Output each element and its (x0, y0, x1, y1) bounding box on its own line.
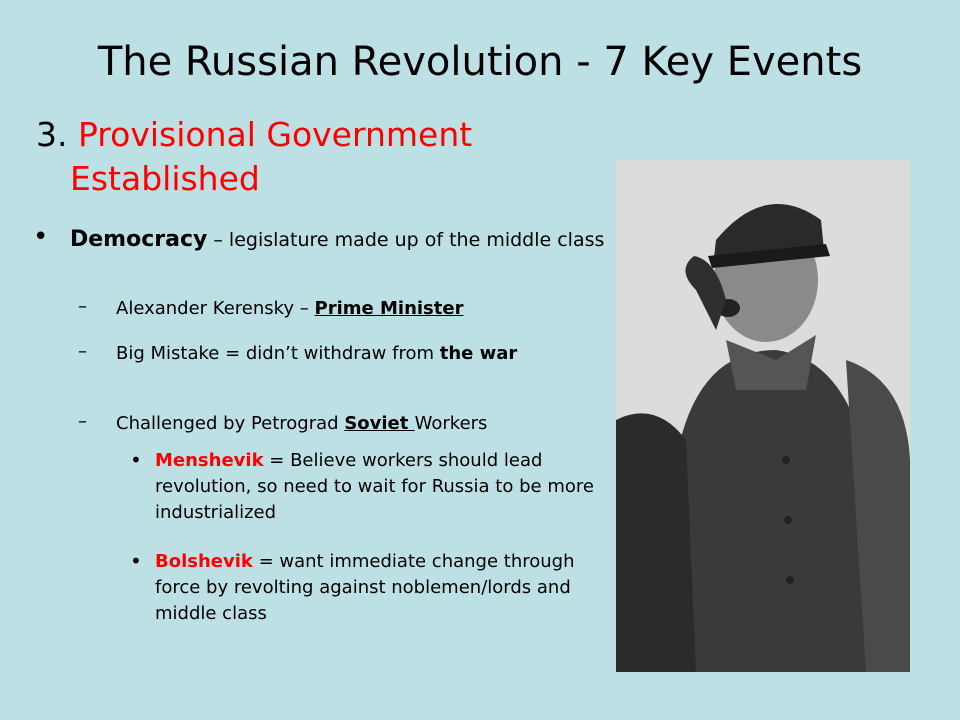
bullet-dot: • (130, 549, 142, 573)
bullet-dot: • (33, 222, 49, 252)
democracy-text: – legislature made up of the middle class (207, 229, 605, 251)
dash-marker: – (78, 296, 87, 317)
sub-item-suffix: Workers (414, 413, 488, 434)
faction-text: = want immediate change through force by revolting against noblemen/lords and middle class (155, 551, 575, 624)
heading-number: 3. (36, 115, 78, 154)
bullet-dot: • (130, 448, 142, 472)
sub-item-text: Alexander Kerensky – (116, 298, 315, 319)
sub-item-mistake (116, 341, 606, 367)
democracy-term: Democracy (70, 227, 208, 252)
sub-item-emph: Soviet (344, 413, 415, 434)
faction-name: Menshevik (155, 450, 264, 471)
faction-name: Bolshevik (155, 551, 253, 572)
sub-item-emph: the war (439, 343, 518, 364)
slide-title: The Russian Revolution - 7 Key Events (97, 39, 863, 85)
dash-marker: – (78, 341, 87, 362)
section-heading (36, 113, 596, 201)
faction-bolshevik (155, 549, 615, 627)
faction-menshevik (155, 448, 615, 526)
democracy-bullet (70, 226, 610, 254)
photograph-man-shouting (616, 160, 910, 672)
sub-item-kerensky (116, 296, 616, 322)
sub-item-text: Challenged by Petrograd (116, 413, 345, 434)
photo-illustration (616, 160, 910, 672)
sub-item-soviet (116, 411, 616, 437)
sub-item-emph: Prime Minister (314, 298, 464, 319)
sub-item-text: Big Mistake = didn’t withdraw from (116, 343, 440, 364)
heading-line1: Provisional Government (77, 115, 473, 154)
dash-marker: – (78, 411, 87, 432)
faction-text: = Believe workers should lead revolution, so need to wait for Russia to be more industrialized (155, 450, 594, 523)
heading-line2: Established (70, 159, 260, 198)
